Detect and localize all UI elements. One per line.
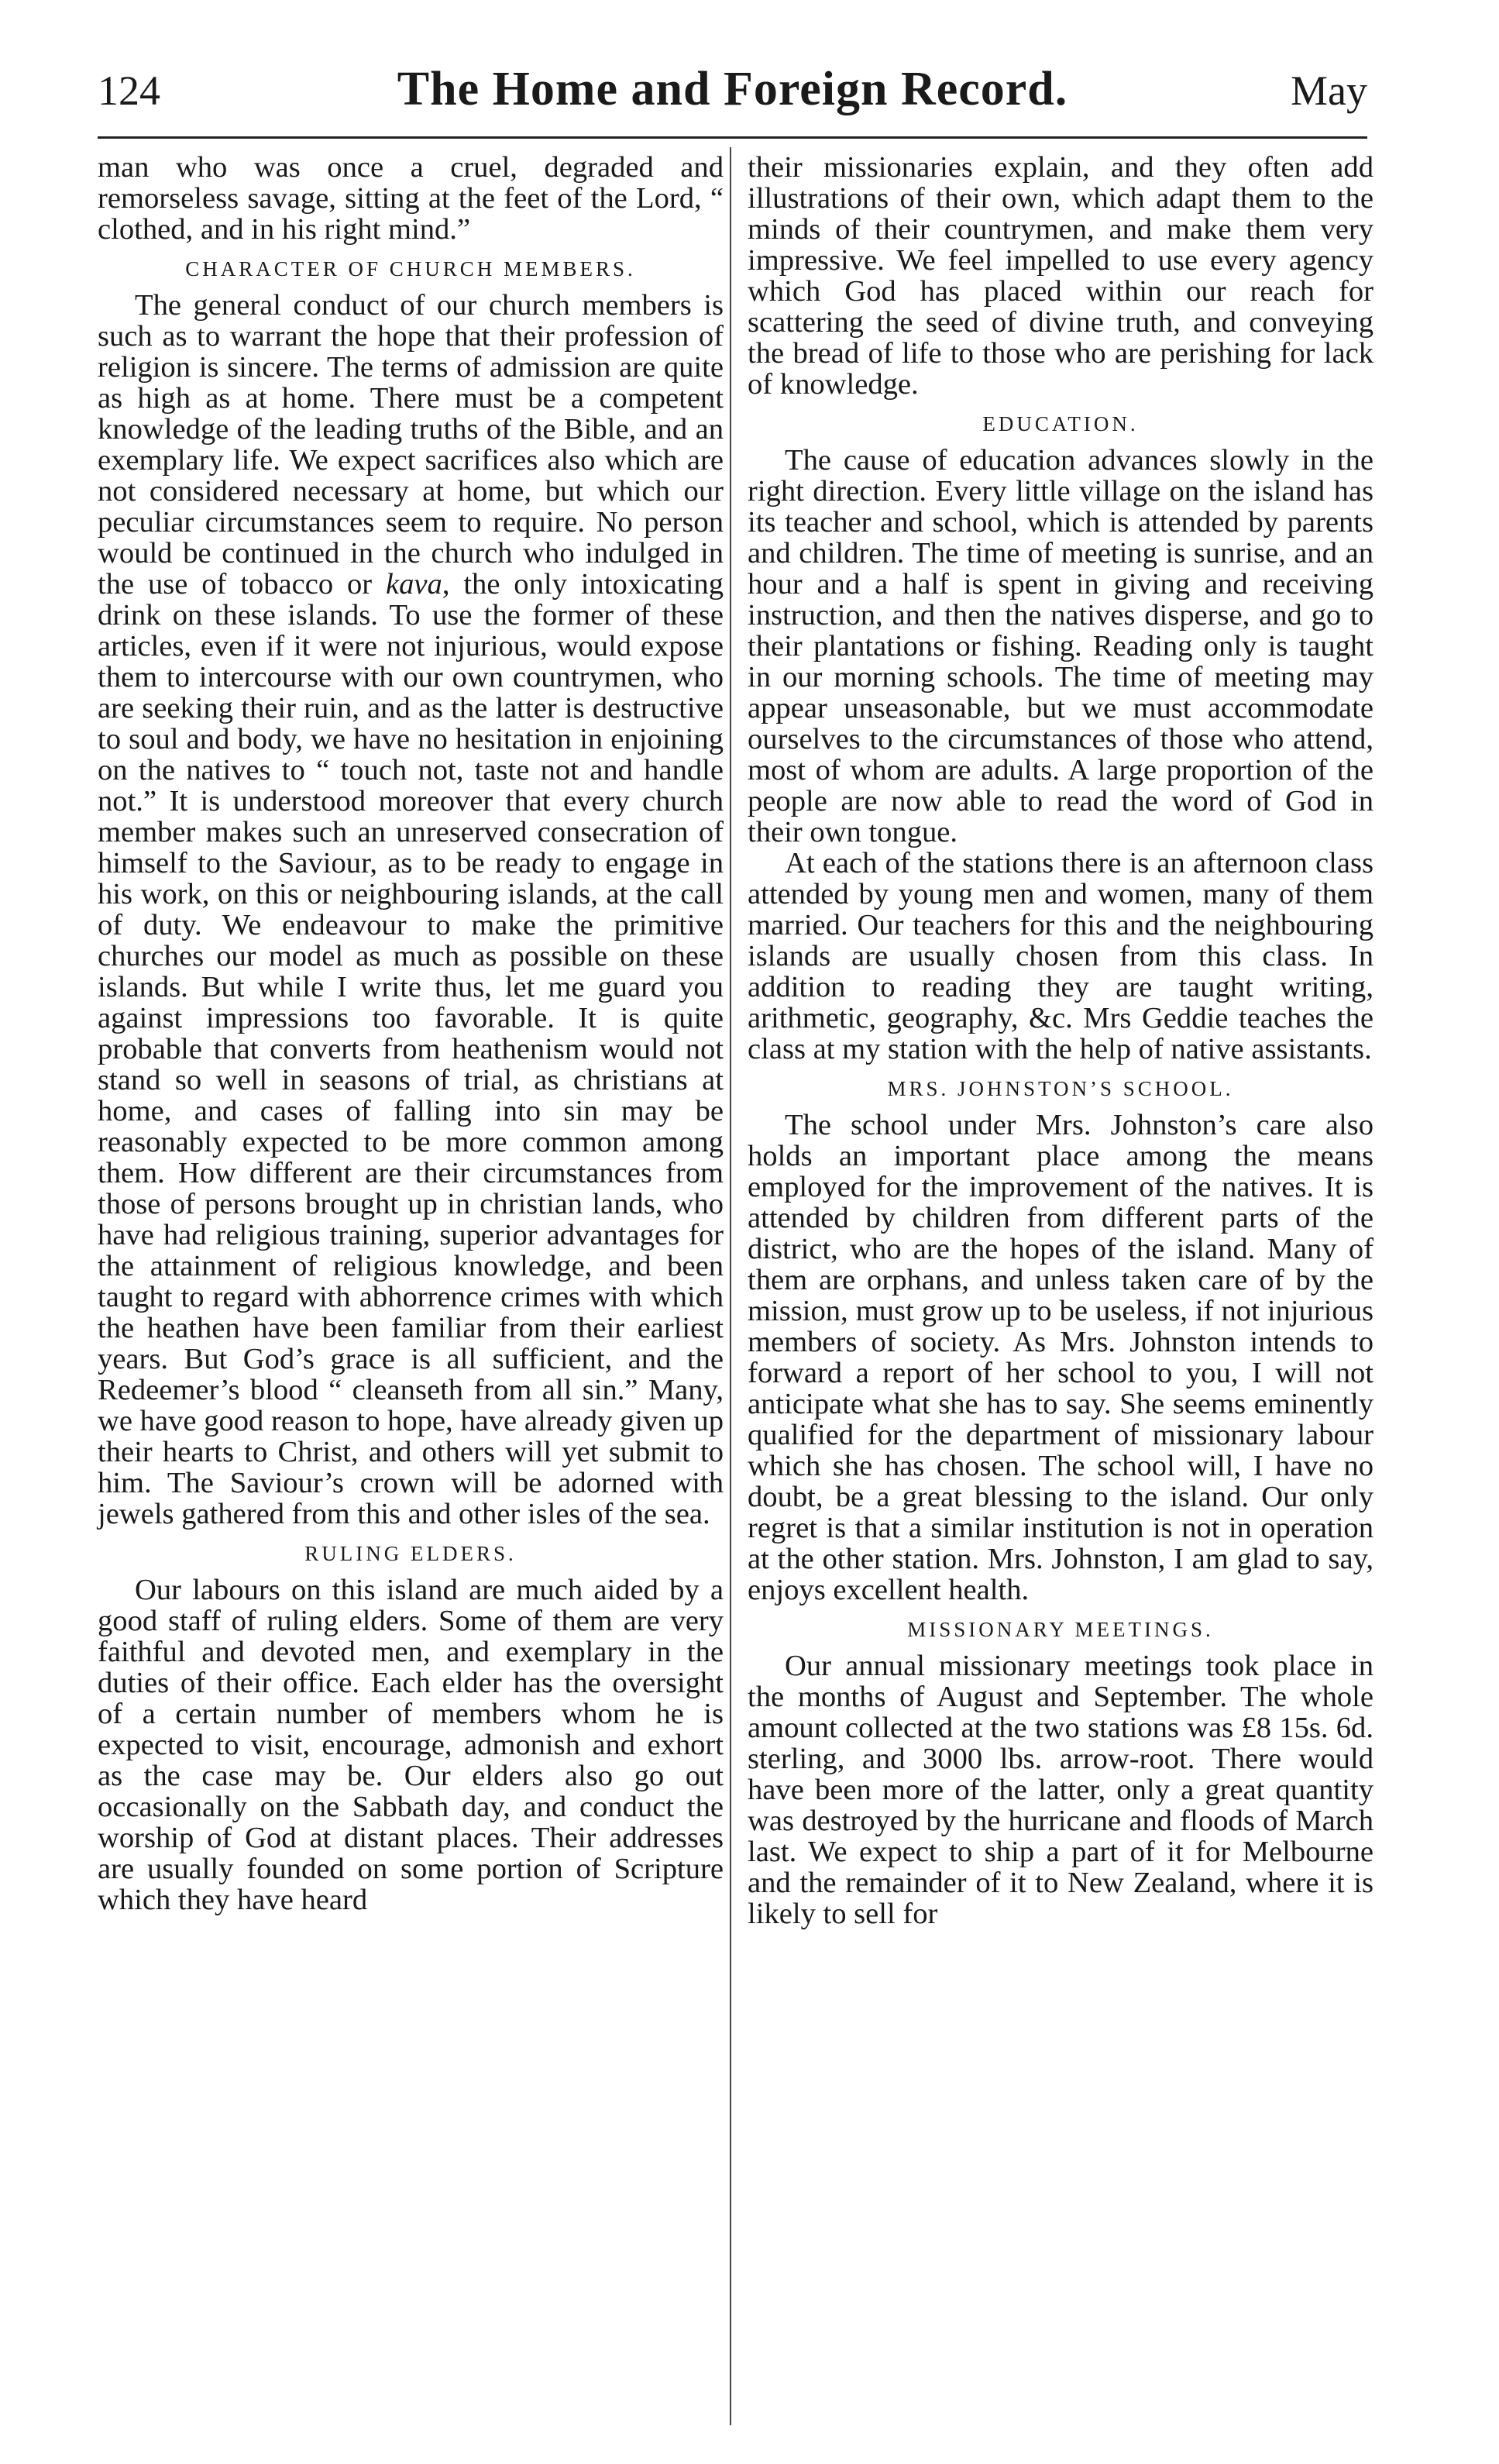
paragraph: Our labours on this island are much aided by a good staff of ruling elders. Some of them are very faithful and devoted men, and exemplary in the duties of their office. Each elder has the oversight of a certain number of members whom he is expected to visit, encourage, admonish and exhort as the case may be. Our elders also go out occasionally on the Sabbath day, and conduct the worship of God at distant places. Their addresses are usually founded on some portion of Scripture which they have heard: [98, 1574, 724, 1916]
header-rule: [98, 136, 1367, 139]
italic-word: kava: [386, 568, 442, 601]
paragraph: Our annual missionary meetings took place in the months of August and September. The whole amount collected at the two stations was £8 15s. 6d. sterling, and 3000 lbs. arrow-root. There would have been more of the latter, only a great quantity was destroyed by the hurricane and floods of March last. We expect to ship a part of it for Melbourne and the remainder of it to New Zealand, where it is likely to sell for: [748, 1650, 1374, 1930]
paragraph: The school under Mrs. Johnston’s care also holds an important place among the means employed for the improvement of the natives. It is attended by children from different parts of the district, who are the hopes of the island. Many of them are orphans, and unless taken care of by the mission, must grow up to be useless, if not injurious members of society. As Mrs. Johnston intends to forward a report of her school to you, I will not anticipate what she has to say. She seems eminently qualified for the department of missionary labour which she has chosen. The school will, I have no doubt, be a great blessing to the island. Our only regret is that a similar institution is not in operation at the other station. Mrs. Johnston, I am glad to say, enjoys excellent health.: [748, 1109, 1374, 1606]
paragraph: man who was once a cruel, degraded and remorseless savage, sitting at the feet of the Lord, “ clothed, and in his right mind.”: [98, 151, 724, 246]
right-column: [748, 152, 1374, 1929]
paragraph-text: , the only intoxicating drink on these islands. To use the former of these articles, even if it were not injurious, would expose them to intercourse with our own countrymen, who are seeking their ruin, and as the latter is destructive to soul and body, we have no hesitation in enjoining on the natives to “ touch not, taste not and handle not.” It is understood moreover that every church member makes such an unreserved consecration of himself to the Saviour, as to be ready to engage in his work, on this or neighbouring islands, at the call of duty. We endeavour to make the primitive churches our model as much as possible on these islands. But while I write thus, let me guard you against impressions too favorable. It is quite probable that converts from heathenism would not stand so well in seasons of trial, as christians at home, and cases of falling into sin may be reasonably expected to be more common among them. How different are their circumstances from those of persons brought up in christian lands, who have had religious training, superior advantages for the attainment of religious knowledge, and been taught to regard with abhorrence crimes with which the heathen have been familiar from their earliest years. But God’s grace is all sufficient, and the Redeemer’s blood “ cleanseth from all sin.” Many, we have good reason to hope, have already given up their hearts to Christ, and others will yet submit to him. The Saviour’s crown will be adorned with jewels gathered from this and other isles of the sea.: [98, 568, 724, 1530]
paragraph: their missionaries explain, and they often add illustrations of their own, which adapt them to the minds of their countrymen, and make them very impressive. We feel impelled to use every agency which God has placed within our reach for scattering the seed of divine truth, and conveying the bread of life to those who are perishing for lack of knowledge.: [748, 151, 1374, 401]
issue-month: May: [1291, 67, 1367, 114]
paragraph: At each of the stations there is an afternoon class attended by young men and women, many of them married. Our teachers for this and the neighbouring islands are usually chosen from this class. In addition to reading they are taught writing, arithmetic, geography, &c. Mrs Geddie teaches the class at my station with the help of native assistants.: [748, 847, 1374, 1065]
paragraph: [98, 290, 724, 1530]
page-header: [98, 60, 1367, 138]
left-column: [98, 152, 724, 1915]
paragraph: The cause of education advances slowly in the right direction. Every little village on the island has its teacher and school, which is attended by parents and children. The time of meeting is sunrise, and an hour and a half is spent in giving and receiving instruction, and then the natives disperse, and go to their plantations or fishing. Reading only is taught in our morning schools. The time of meeting may appear unseasonable, but we must accommodate ourselves to the circumstances of those who attend, most of whom are adults. A large proportion of the people are now able to read the word of God in their own tongue.: [748, 444, 1374, 848]
section-heading-missionary-meetings: MISSIONARY MEETINGS.: [907, 1618, 1214, 1641]
column-divider: [730, 147, 731, 2425]
section-heading-education: EDUCATION.: [982, 412, 1139, 435]
running-title: The Home and Foreign Record.: [397, 63, 1068, 115]
section-heading-church-members: CHARACTER OF CHURCH MEMBERS.: [185, 257, 636, 280]
paragraph-text: The general conduct of our church members is such as to warrant the hope that their profession of religion is sincere. The terms of admission are quite as high as at home. There must be a competent knowledge of the leading truths of the Bible, and an exemplary life. We expect sacrifices also which are not considered necessary at home, but which our peculiar circumstances seem to require. No person would be continued in the church who indulged in the use of tobacco or: [98, 289, 724, 601]
section-heading-ruling-elders: RULING ELDERS.: [304, 1542, 517, 1565]
page-number: 124: [98, 67, 160, 114]
section-heading-mrs-johnstons-school: MRS. JOHNSTON’S SCHOOL.: [887, 1077, 1234, 1100]
